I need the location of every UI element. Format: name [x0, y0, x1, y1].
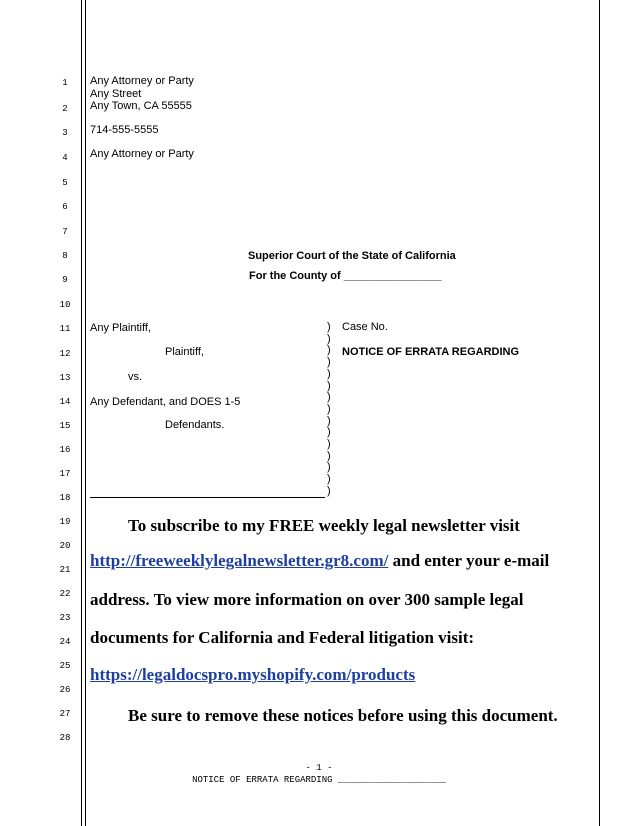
attorney-phone: 714-555-5555	[90, 124, 159, 136]
court-name: Superior Court of the State of California	[248, 250, 456, 262]
caption-paren: )	[327, 356, 331, 369]
versus-label: vs.	[128, 371, 143, 383]
products-link[interactable]: https://legaldocspro.myshopify.com/products	[90, 665, 416, 684]
footer-title: NOTICE OF ERRATA REGARDING ____________________	[192, 775, 446, 785]
notice-line-6: Be sure to remove these notices before using this document.	[128, 706, 558, 725]
line-number: 7	[62, 227, 68, 237]
caption-rule	[90, 497, 325, 498]
line-number: 8	[62, 251, 68, 261]
line-number: 17	[59, 469, 71, 479]
line-number: 14	[59, 397, 71, 407]
line-number: 4	[62, 153, 68, 163]
attorney-street: Any Street	[90, 88, 142, 100]
line-number: 5	[62, 178, 68, 188]
line-number: 6	[62, 202, 68, 212]
line-number: 11	[59, 324, 71, 334]
caption-paren: )	[327, 379, 331, 392]
caption-paren: )	[327, 391, 331, 404]
caption-paren: )	[327, 344, 331, 357]
notice-line-1: To subscribe to my FREE weekly legal newsletter visit	[128, 516, 520, 535]
right-margin-line	[599, 0, 600, 826]
line-number: 16	[59, 445, 71, 455]
caption-paren: )	[327, 473, 331, 486]
line-number: 25	[59, 661, 71, 671]
plaintiff-name: Any Plaintiff,	[90, 322, 151, 334]
caption-paren: )	[327, 484, 331, 497]
left-margin-line-2	[85, 0, 86, 826]
notice-line-4: documents for California and Federal litigation visit:	[90, 628, 475, 647]
line-number: 18	[59, 493, 71, 503]
newsletter-link[interactable]: http://freeweeklylegalnewsletter.gr8.com/	[90, 551, 389, 570]
caption-paren: )	[327, 332, 331, 345]
line-number: 10	[59, 300, 71, 310]
court-county: For the County of ________________	[249, 270, 442, 282]
line-number: 28	[59, 733, 71, 743]
caption-paren: )	[327, 414, 331, 427]
line-number: 13	[59, 373, 71, 383]
caption-paren: )	[327, 438, 331, 450]
line-number: 12	[59, 349, 71, 359]
defendant-name: Any Defendant, and DOES 1-5	[90, 396, 241, 408]
attorney-for: Any Attorney or Party	[90, 148, 194, 160]
line-number: 19	[59, 517, 71, 527]
page-number: - 1 -	[305, 763, 333, 773]
notice-line-2	[90, 551, 549, 571]
defendant-role: Defendants.	[165, 419, 225, 431]
line-number: 24	[59, 637, 71, 647]
attorney-name: Any Attorney or Party	[90, 75, 194, 87]
left-margin-line-1	[81, 0, 82, 826]
caption-paren: )	[327, 367, 331, 380]
line-number: 3	[62, 128, 68, 138]
notice-line-2-text: and enter your e-mail	[388, 551, 550, 570]
line-number: 15	[59, 421, 71, 431]
line-number: 9	[62, 275, 68, 285]
line-number: 26	[59, 685, 71, 695]
line-number: 27	[59, 709, 71, 719]
document-title: NOTICE OF ERRATA REGARDING	[342, 346, 520, 358]
line-number: 1	[62, 78, 68, 88]
line-number: 23	[59, 613, 71, 623]
caption-paren: )	[327, 321, 331, 333]
line-number: 2	[62, 104, 68, 114]
caption-paren: )	[327, 461, 331, 474]
line-number: 21	[59, 565, 71, 575]
line-number: 22	[59, 589, 71, 599]
attorney-city: Any Town, CA 55555	[90, 100, 192, 112]
caption-paren: )	[327, 449, 331, 462]
line-number: 20	[59, 541, 71, 551]
caption-paren: )	[327, 402, 331, 415]
case-number-label: Case No.	[342, 321, 388, 333]
notice-line-3: address. To view more information on over 300 sample legal	[90, 590, 524, 609]
plaintiff-role: Plaintiff,	[165, 346, 204, 358]
caption-paren: )	[327, 426, 331, 439]
